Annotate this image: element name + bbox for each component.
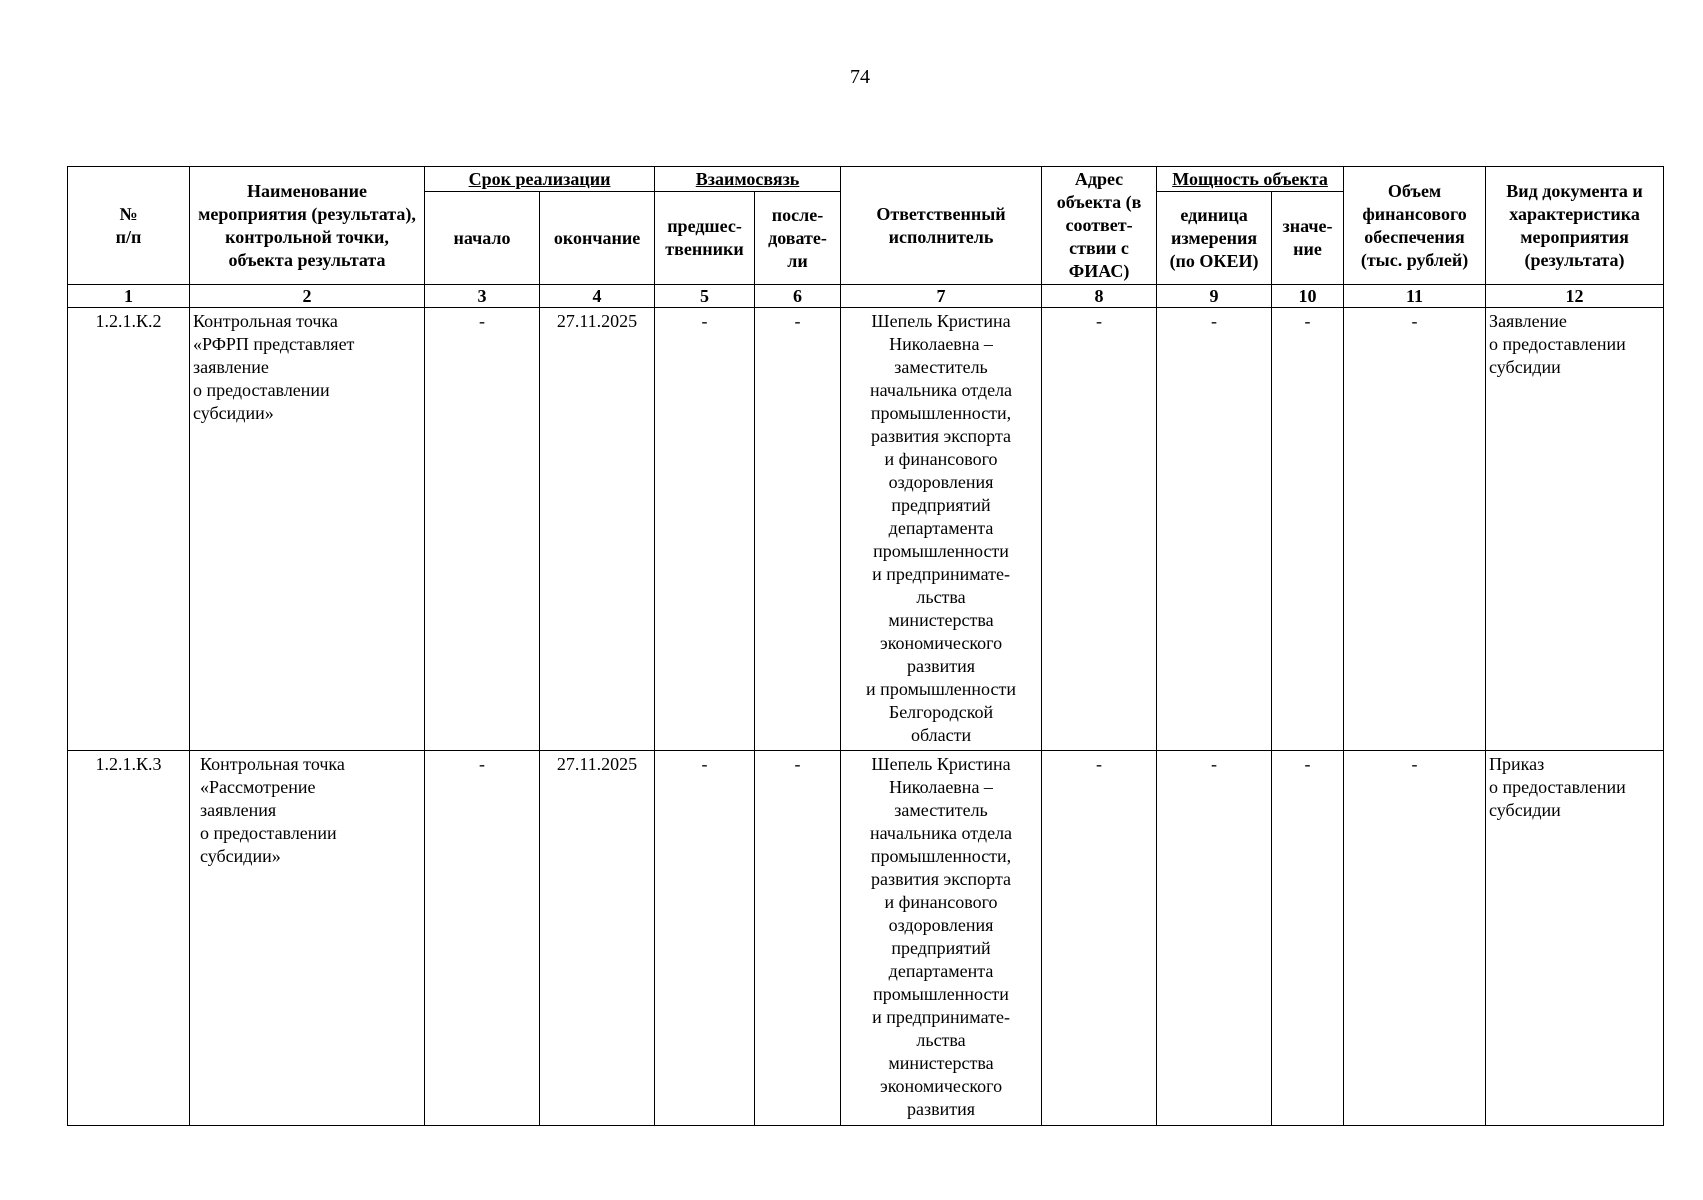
cell-end: 27.11.2025 [540,308,655,751]
column-number: 8 [1042,285,1157,308]
column-number: 4 [540,285,655,308]
header-group-power-label: Мощность объекта [1172,168,1328,189]
cell-address: - [1042,751,1157,1126]
cell-document: Заявление о предоставлении субсидии [1486,308,1664,751]
column-number: 1 [68,285,190,308]
cell-financing: - [1344,308,1486,751]
column-numbers-row [68,285,1664,308]
column-number: 9 [1157,285,1272,308]
cell-start: - [425,308,540,751]
header-end: окончание [540,192,655,285]
cell-unit: - [1157,751,1272,1126]
header-document: Вид документа и характеристика мероприятия (результата) [1486,167,1664,285]
cell-predecessors: - [655,751,755,1126]
column-number: 11 [1344,285,1486,308]
column-number: 12 [1486,285,1664,308]
column-number: 7 [841,285,1042,308]
column-number: 5 [655,285,755,308]
cell-name: Контрольная точка «Рассмотрение заявления о предоставлении субсидии» [190,751,425,1126]
header-row-top [68,167,1664,192]
cell-unit: - [1157,308,1272,751]
cell-end: 27.11.2025 [540,751,655,1126]
header-name: Наименование мероприятия (результата), контрольной точки, объекта результата [190,167,425,285]
header-group-power [1157,167,1344,192]
header-successors: после- довате- ли [755,192,841,285]
header-unit: единица измерения (по ОКЕИ) [1157,192,1272,285]
cell-successors: - [755,308,841,751]
activities-table [67,166,1664,1126]
column-number: 2 [190,285,425,308]
table-row [68,308,1664,751]
cell-address: - [1042,308,1157,751]
column-number: 3 [425,285,540,308]
cell-name: Контрольная точка «РФРП представляет заявление о предоставлении субсидии» [190,308,425,751]
table-row [68,751,1664,1126]
header-responsible: Ответственный исполнитель [841,167,1042,285]
column-number: 6 [755,285,841,308]
page-number: 74 [850,66,870,88]
header-predecessors: предшес- твенники [655,192,755,285]
cell-financing: - [1344,751,1486,1126]
cell-successors: - [755,751,841,1126]
header-group-link [655,167,841,192]
header-address: Адрес объекта (в соответ-ствии с ФИАС) [1042,167,1157,285]
header-group-term [425,167,655,192]
header-num: № п/п [68,167,190,285]
cell-document: Приказ о предоставлении субсидии [1486,751,1664,1126]
header-group-term-label: Срок реализации [468,168,611,189]
cell-value: - [1272,751,1344,1126]
cell-predecessors: - [655,308,755,751]
header-financing: Объем финансового обеспечения (тыс. рублей) [1344,167,1486,285]
cell-num: 1.2.1.К.3 [68,751,190,1126]
column-number: 10 [1272,285,1344,308]
cell-start: - [425,751,540,1126]
cell-responsible: Шепель Кристина Николаевна – заместитель начальника отдела промышленности, развития экспорта и финансового оздоровления предприятий департамента промышленности и предпринимате- льства министерства экономического развития и промышленности Белгородской области [841,308,1042,751]
header-group-link-label: Взаимосвязь [695,168,800,189]
header-start: начало [425,192,540,285]
cell-responsible: Шепель Кристина Николаевна – заместитель начальника отдела промышленности, развития экспорта и финансового оздоровления предприятий департамента промышленности и предпринимате- льства министерства экономического развития [841,751,1042,1126]
cell-value: - [1272,308,1344,751]
header-value: значе- ние [1272,192,1344,285]
cell-num: 1.2.1.К.2 [68,308,190,751]
